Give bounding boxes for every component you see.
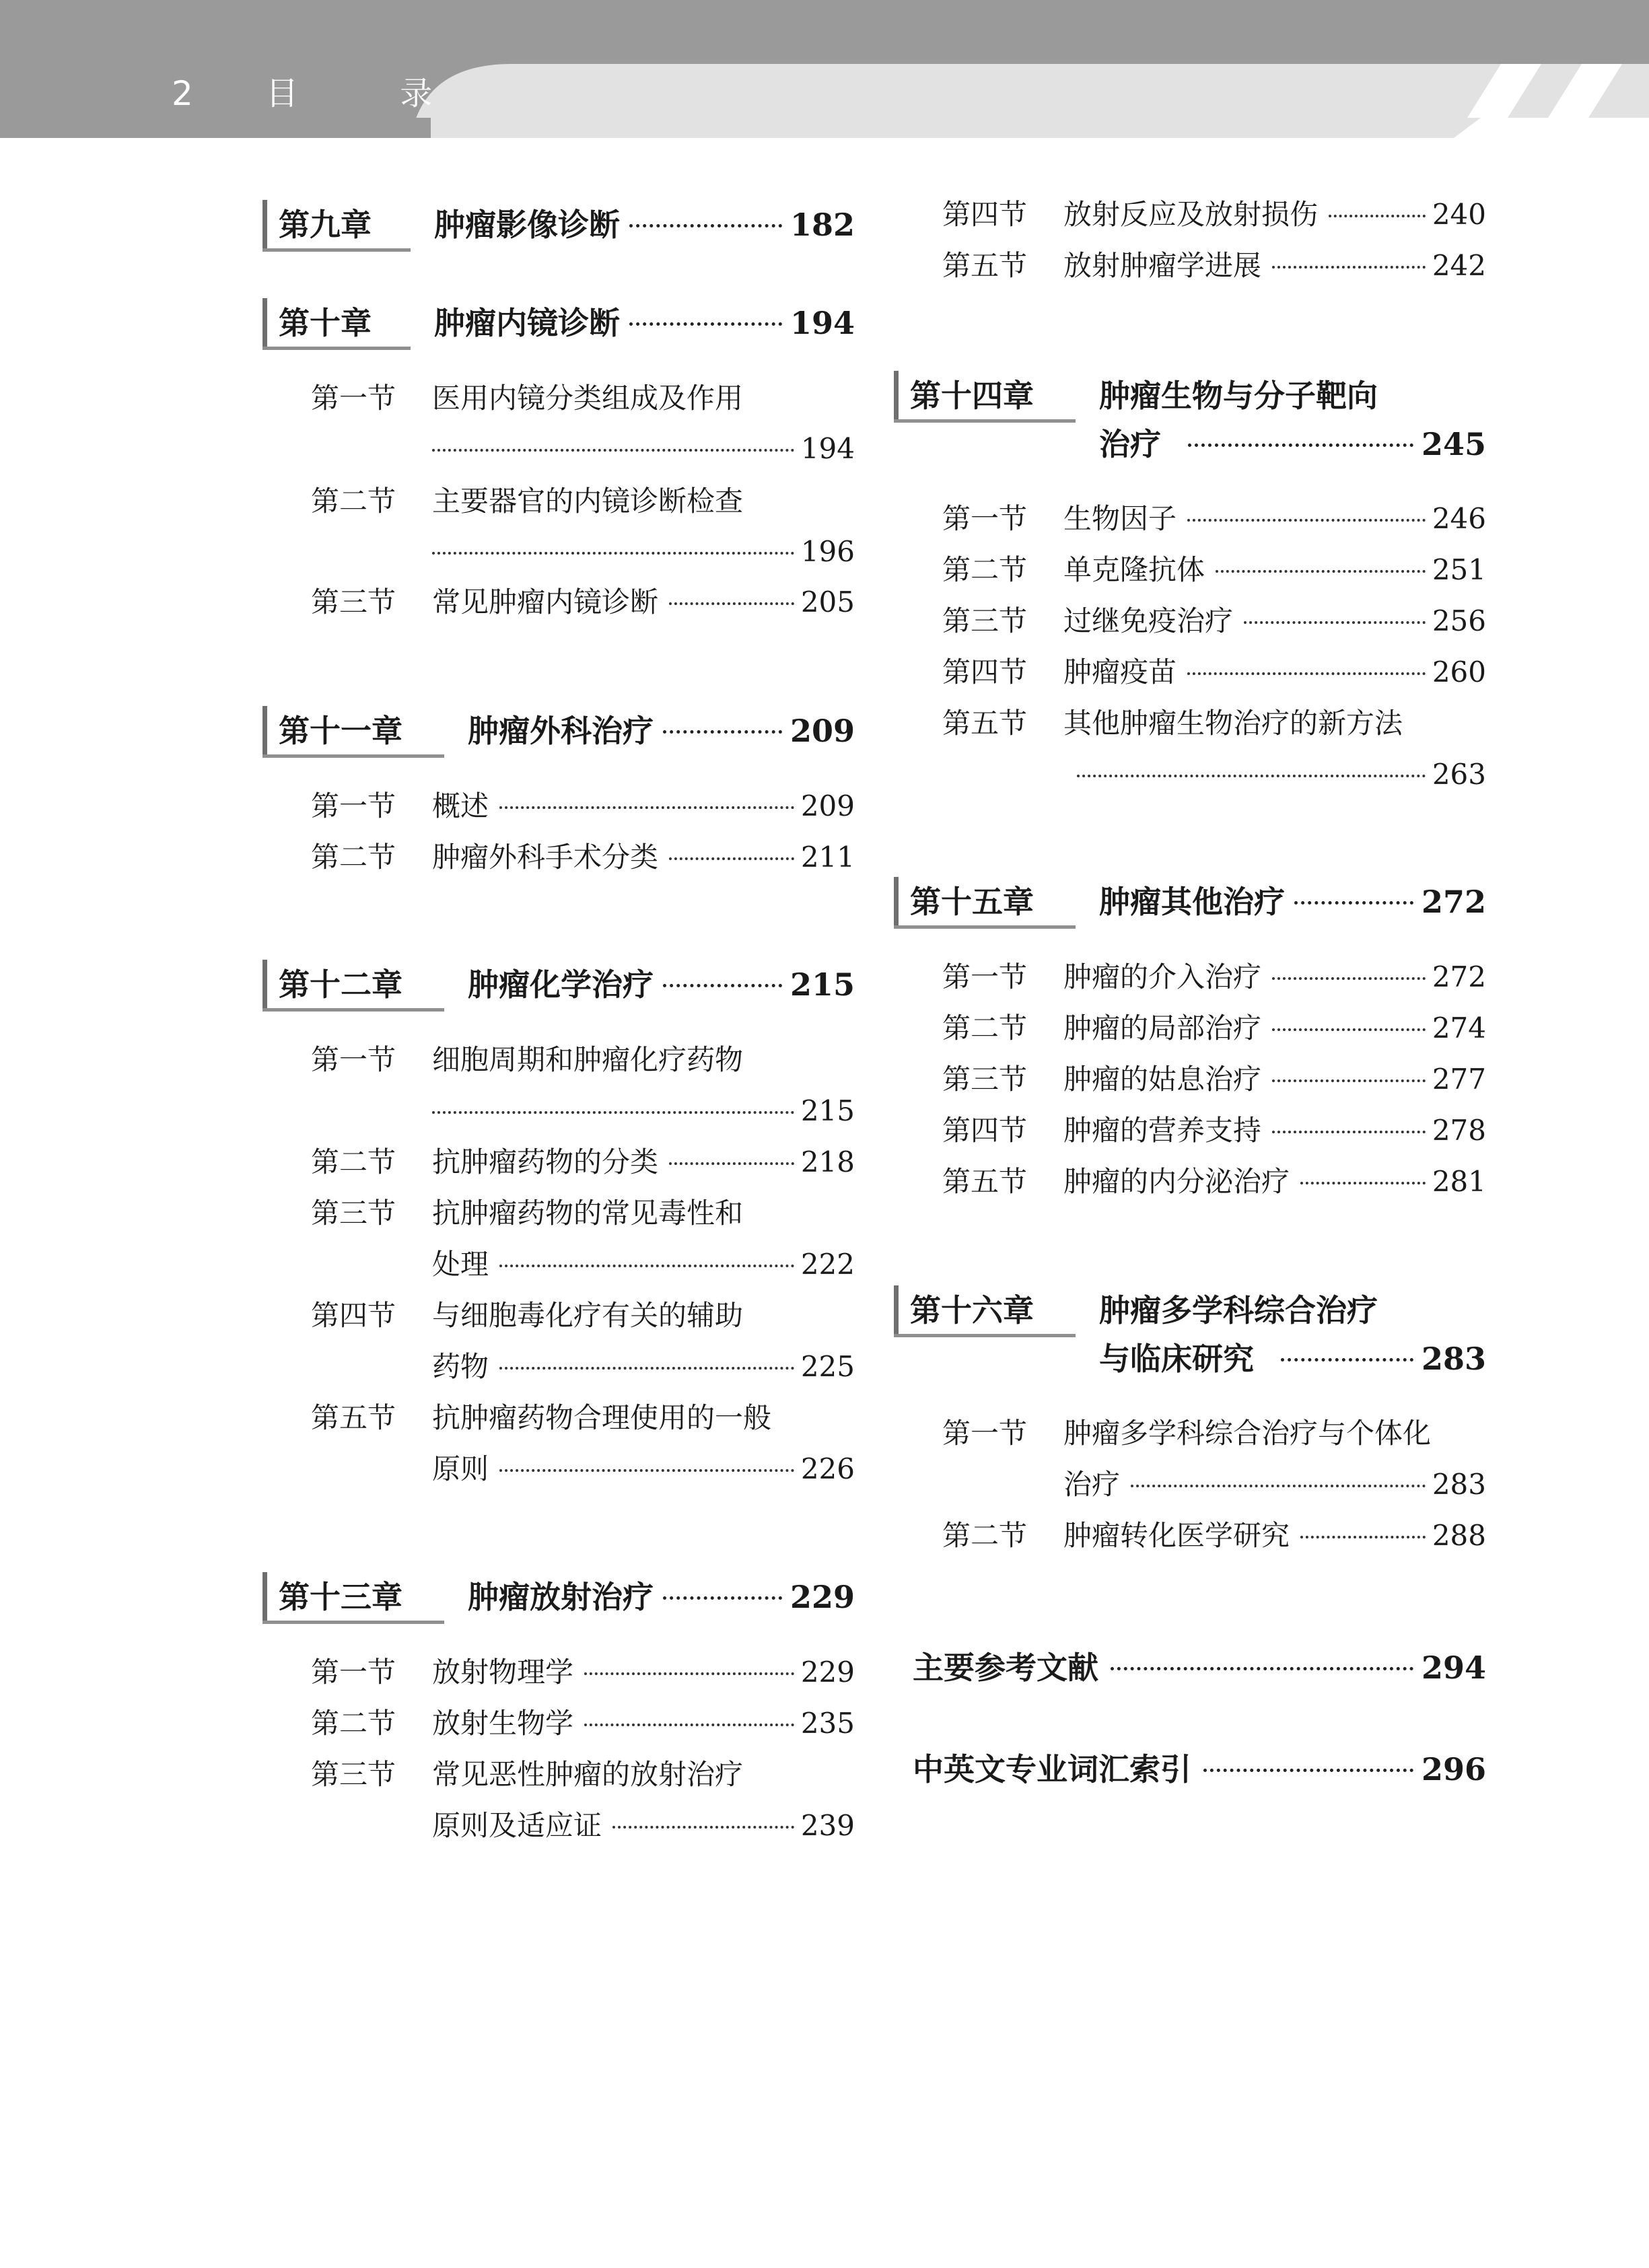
- chapter-label: 第十六章: [910, 1292, 1034, 1328]
- chapter-bar: [262, 298, 267, 348]
- section-row: [432, 1653, 855, 1692]
- chapter-title: 肿瘤其他治疗: [1099, 884, 1285, 920]
- leader-dots: [1329, 215, 1426, 217]
- section-row: [1063, 246, 1486, 285]
- section-title: 放射反应及放射损伤: [1063, 198, 1319, 231]
- section-row: [1063, 602, 1486, 641]
- section-page: 218: [800, 1145, 855, 1178]
- section-label: 第二节: [942, 553, 1028, 586]
- section-title: 其他肿瘤生物治疗的新方法: [1063, 707, 1403, 740]
- references-page: 294: [1421, 1650, 1486, 1686]
- chapter-bar: [262, 200, 267, 250]
- leader-dots: [629, 322, 782, 326]
- section-row: [432, 1092, 855, 1131]
- chapter-underline: [894, 1334, 1076, 1337]
- section-title-cont: 治疗: [1063, 1468, 1121, 1501]
- leader-dots: [663, 1596, 782, 1600]
- chapter-title: 肿瘤化学治疗: [468, 966, 654, 1003]
- leader-dots: [1281, 1358, 1413, 1361]
- chapter-heading: [262, 298, 855, 351]
- chapter-page: 283: [1421, 1341, 1486, 1377]
- leader-dots: [1187, 519, 1426, 522]
- section-label: 第四节: [942, 198, 1028, 231]
- chapter-page: 229: [790, 1579, 855, 1615]
- chapter-title-row: [1099, 1337, 1486, 1381]
- section-label: 第五节: [942, 1165, 1028, 1198]
- section-title: 肿瘤的局部治疗: [1063, 1012, 1262, 1044]
- section-row: [432, 1143, 855, 1182]
- section-label: 第五节: [311, 1401, 396, 1434]
- chapter-label: 第九章: [279, 207, 372, 243]
- chapter-label: 第十章: [279, 305, 372, 341]
- leader-dots: [663, 730, 782, 734]
- section-label: 第四节: [311, 1299, 396, 1332]
- section-title: 生物因子: [1063, 502, 1177, 535]
- section-title: 肿瘤多学科综合治疗与个体化: [1063, 1417, 1432, 1450]
- chapter-bar: [262, 960, 267, 1009]
- header-title: 目 录: [266, 75, 479, 112]
- section-row: [1063, 195, 1486, 234]
- leader-dots: [1111, 1667, 1413, 1670]
- leader-dots: [1131, 1485, 1426, 1487]
- section-title-cont: 处理: [432, 1248, 489, 1281]
- page-number: 2: [172, 74, 193, 113]
- section-row: [432, 532, 855, 571]
- section-row: [432, 1704, 855, 1743]
- references-title: 主要参考文献: [913, 1650, 1098, 1686]
- leader-dots: [1300, 1182, 1426, 1184]
- chapter-page: 245: [1421, 426, 1486, 462]
- section-row: [1063, 958, 1486, 997]
- leader-dots: [1188, 444, 1413, 447]
- chapter-page: 182: [790, 207, 855, 243]
- chapter-title-row: [468, 962, 855, 1007]
- leader-dots: [1294, 901, 1413, 905]
- section-label: 第四节: [942, 655, 1028, 688]
- chapter-bar: [894, 371, 899, 421]
- section-title-cont: 原则及适应证: [432, 1809, 602, 1842]
- section-title: 医用内镜分类组成及作用: [432, 382, 744, 415]
- chapter-underline: [262, 248, 411, 252]
- section-page: 272: [1432, 960, 1486, 993]
- section-row: [432, 1806, 855, 1845]
- leader-dots: [669, 857, 794, 860]
- page-header: [0, 0, 1649, 138]
- section-title: 与细胞毒化疗有关的辅助: [432, 1299, 744, 1332]
- section-row: [1063, 1009, 1486, 1048]
- section-label: 第一节: [311, 382, 396, 415]
- chapter-label: 第十三章: [279, 1579, 402, 1615]
- section-label: 第一节: [942, 1417, 1028, 1450]
- leader-dots: [1216, 570, 1426, 573]
- chapter-title-row: [434, 301, 855, 345]
- chapter-heading: [262, 960, 855, 1012]
- chapter-heading: [894, 371, 1486, 462]
- leader-dots: [499, 806, 794, 809]
- section-page: 260: [1432, 655, 1486, 688]
- leader-dots: [584, 1724, 794, 1726]
- section-label: 第二节: [311, 841, 396, 874]
- section-label: 第三节: [942, 604, 1028, 637]
- section-title: 常见肿瘤内镜诊断: [432, 586, 659, 618]
- leader-dots: [1300, 1536, 1426, 1538]
- index-page: 296: [1421, 1751, 1486, 1787]
- chapter-label: 第十二章: [279, 966, 402, 1003]
- section-row: [432, 1450, 855, 1489]
- section-row: [432, 1245, 855, 1284]
- section-page: 235: [800, 1707, 855, 1740]
- section-page: 239: [800, 1809, 855, 1842]
- section-title: 概述: [432, 789, 489, 822]
- section-label: 第五节: [942, 707, 1028, 740]
- section-page: 229: [800, 1656, 855, 1689]
- section-title: 过继免疫治疗: [1063, 604, 1234, 637]
- section-title: 放射物理学: [432, 1656, 574, 1689]
- section-row: [1063, 653, 1486, 692]
- section-title: 肿瘤的介入治疗: [1063, 960, 1262, 993]
- section-row: [1063, 551, 1486, 590]
- chapter-bar: [894, 877, 899, 927]
- chapter-heading: [894, 877, 1486, 929]
- section-row: [1063, 499, 1486, 538]
- index-title: 中英文专业词汇索引: [913, 1751, 1191, 1787]
- chapter-bar: [894, 1285, 899, 1335]
- section-label: 第一节: [942, 960, 1028, 993]
- section-label: 第二节: [942, 1519, 1028, 1552]
- chapter-underline: [262, 1621, 444, 1624]
- chapter-title-cont: 与临床研究: [1099, 1341, 1254, 1377]
- leader-dots: [432, 552, 794, 555]
- chapter-title: 肿瘤外科治疗: [468, 713, 654, 749]
- leader-dots: [499, 1469, 794, 1472]
- chapter-underline: [262, 1008, 444, 1012]
- chapter-title: 肿瘤多学科综合治疗: [1099, 1292, 1378, 1328]
- section-title: 肿瘤的姑息治疗: [1063, 1063, 1262, 1096]
- leader-dots: [1272, 1079, 1426, 1082]
- index-entry: [913, 1747, 1486, 1792]
- chapter-underline: [894, 419, 1076, 423]
- leader-dots: [432, 1111, 794, 1114]
- section-title: 抗肿瘤药物的分类: [432, 1145, 659, 1178]
- chapter-title: 肿瘤放射治疗: [468, 1579, 654, 1615]
- section-title: 抗肿瘤药物合理使用的一般: [432, 1401, 772, 1434]
- chapter-bar: [262, 706, 267, 756]
- section-page: 278: [1432, 1114, 1486, 1147]
- section-title: 放射肿瘤学进展: [1063, 249, 1262, 282]
- leader-dots: [1272, 1028, 1426, 1031]
- leader-dots: [1272, 1131, 1426, 1133]
- section-row: [432, 583, 855, 622]
- section-label: 第三节: [942, 1063, 1028, 1096]
- section-title: 抗肿瘤药物的常见毒性和: [432, 1197, 744, 1230]
- chapter-title: 肿瘤内镜诊断: [434, 305, 620, 341]
- leader-dots: [663, 984, 782, 987]
- chapter-title-row: [434, 203, 855, 247]
- chapter-title-row: [468, 1575, 855, 1619]
- section-label: 第三节: [311, 1758, 396, 1791]
- leader-dots: [1203, 1769, 1413, 1772]
- section-label: 第一节: [311, 1656, 396, 1689]
- header-band: [0, 0, 1649, 138]
- leader-dots: [1272, 977, 1426, 980]
- section-title: 肿瘤转化医学研究: [1063, 1519, 1290, 1552]
- leader-dots: [669, 602, 794, 605]
- section-title: 肿瘤疫苗: [1063, 655, 1177, 688]
- section-label: 第二节: [942, 1012, 1028, 1044]
- section-label: 第二节: [311, 485, 396, 518]
- section-row: [1063, 1465, 1486, 1504]
- leader-dots: [499, 1265, 794, 1267]
- references-entry: [913, 1645, 1486, 1690]
- section-page: 288: [1432, 1519, 1486, 1552]
- section-row: [1063, 1060, 1486, 1099]
- chapter-heading: [262, 1572, 855, 1625]
- section-label: 第二节: [311, 1707, 396, 1740]
- section-row: [432, 838, 855, 877]
- section-title: 单克隆抗体: [1063, 553, 1205, 586]
- section-title: 放射生物学: [432, 1707, 574, 1740]
- chapter-heading: [894, 1285, 1486, 1377]
- section-label: 第四节: [942, 1114, 1028, 1147]
- section-title: 肿瘤外科手术分类: [432, 841, 659, 874]
- leader-dots: [669, 1162, 794, 1165]
- section-row: [1063, 1516, 1486, 1555]
- section-row: [432, 787, 855, 826]
- chapter-title-row: [468, 709, 855, 753]
- section-title-cont: 原则: [432, 1452, 489, 1485]
- section-title: 肿瘤的内分泌治疗: [1063, 1165, 1290, 1198]
- section-title: 细胞周期和肿瘤化疗药物: [432, 1043, 744, 1076]
- section-label: 第五节: [942, 249, 1028, 282]
- leader-dots: [612, 1826, 794, 1829]
- section-page: 225: [800, 1350, 855, 1383]
- chapter-heading: [262, 706, 855, 758]
- leader-dots: [629, 224, 782, 227]
- section-page: 246: [1432, 502, 1486, 535]
- section-title: 主要器官的内镜诊断检查: [432, 485, 744, 518]
- section-page: 240: [1432, 198, 1486, 231]
- section-row: [432, 1347, 855, 1386]
- leader-dots: [584, 1672, 794, 1675]
- chapter-label: 第十一章: [279, 713, 402, 749]
- leader-dots: [499, 1367, 794, 1370]
- section-page: 205: [800, 586, 855, 618]
- chapter-page: 272: [1421, 884, 1486, 920]
- chapter-page: 215: [790, 966, 855, 1003]
- chapter-underline: [262, 754, 444, 758]
- section-title: 肿瘤的营养支持: [1063, 1114, 1262, 1147]
- section-page: 211: [800, 841, 855, 874]
- section-page: 226: [800, 1452, 855, 1485]
- section-row: [1063, 1162, 1486, 1201]
- section-label: 第一节: [311, 789, 396, 822]
- chapter-title: 肿瘤生物与分子靶向: [1099, 378, 1378, 414]
- section-page: 283: [1432, 1468, 1486, 1501]
- section-page: 242: [1432, 249, 1486, 282]
- section-title-cont: 药物: [432, 1350, 489, 1383]
- leader-dots: [1244, 621, 1426, 624]
- section-title: 常见恶性肿瘤的放射治疗: [432, 1758, 744, 1791]
- chapter-title-cont: 治疗: [1099, 426, 1161, 462]
- leader-dots: [1187, 672, 1426, 675]
- chapter-underline: [894, 925, 1076, 929]
- section-row: [1077, 755, 1486, 794]
- section-row: [1063, 1111, 1486, 1150]
- chapter-title: 肿瘤影像诊断: [434, 207, 620, 243]
- section-label: 第一节: [311, 1043, 396, 1076]
- leader-dots: [1272, 266, 1426, 269]
- section-page: 256: [1432, 604, 1486, 637]
- chapter-page: 209: [790, 713, 855, 749]
- chapter-bar: [262, 1572, 267, 1622]
- section-page: 222: [800, 1248, 855, 1281]
- section-page: 251: [1432, 553, 1486, 586]
- section-page: 274: [1432, 1012, 1486, 1044]
- chapter-label: 第十五章: [910, 884, 1034, 920]
- section-page: 209: [800, 789, 855, 822]
- section-label: 第三节: [311, 1197, 396, 1230]
- section-label: 第三节: [311, 586, 396, 618]
- chapter-title-row: [1099, 422, 1486, 466]
- leader-dots: [1077, 775, 1426, 777]
- section-page: 194: [800, 432, 855, 465]
- chapter-underline: [262, 347, 411, 350]
- section-page: 263: [1432, 758, 1486, 791]
- chapter-heading: [262, 200, 855, 252]
- section-label: 第二节: [311, 1145, 396, 1178]
- chapter-title-row: [1099, 880, 1486, 924]
- chapter-page: 194: [790, 305, 855, 341]
- section-page: 215: [800, 1094, 855, 1127]
- leader-dots: [432, 449, 794, 452]
- section-row: [432, 429, 855, 468]
- chapter-label: 第十四章: [910, 378, 1034, 414]
- section-page: 281: [1432, 1165, 1486, 1198]
- section-label: 第一节: [942, 502, 1028, 535]
- section-page: 277: [1432, 1063, 1486, 1096]
- section-page: 196: [800, 535, 855, 568]
